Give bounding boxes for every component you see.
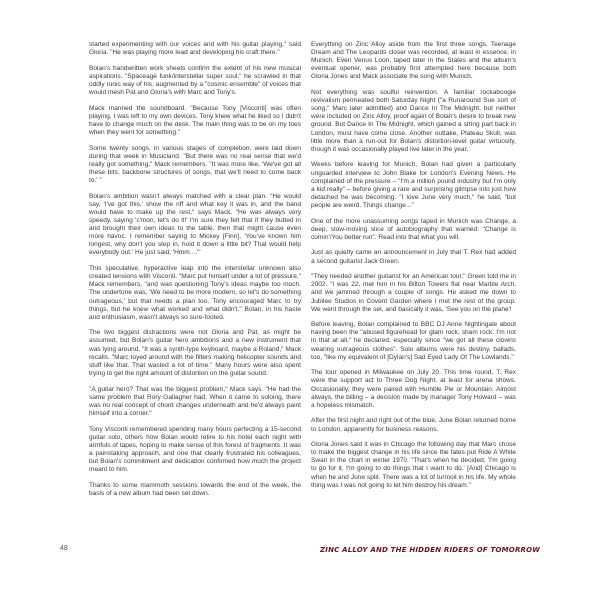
paragraph: Bolan's handwritten work sheets confirm the extent of his new musical aspirations. "Spaceage funk/interstellar super soul," he scrawled in that oddly runic way of his, augmented by a "cosmic ensemble" of voices that would mesh Pat and Gloria's with Marc and Tony's. bbox=[89, 64, 301, 97]
paragraph: One of the more unassuming songs taped in Munich was Change, a deep, slow-moving slice of autobiography that warned: "Change is comin'/You better run". Read into that what you will. bbox=[311, 217, 516, 241]
paragraph: Mack manned the soundboard. "Because Tony [Visconti] was often playing, I was left to my own devices. Tony knew what he liked so I didn't have to change much on the desk. The main thing was to be on my toes when they went for something." bbox=[89, 104, 301, 137]
page-number: 48 bbox=[60, 545, 68, 552]
paragraph: Bolan's ambition wasn't always matched with a clear plan. "He would say, 'I've got this,' show the riff and what key it was in, and the band would have to make up the rest," says Mack. "He was always very speedy, saying 'c'mon, let's do it!' I'm sure they felt that if they butted in and brought their own ideas to the table, then that might cause even more havoc. I remember saying to Mickey [Finn], 'You've known him longest, why don't you step in, hold it down a little bit? That would help everybody out.' He just said, 'Hmm....'" bbox=[89, 192, 301, 257]
paragraph: Gloria Jones said it was in Chicago the following day that Marc chose to make the biggest change in his life since the fates put Ride A White Swan in the chart in winter 1970. "That's when he decided, 'I'm going to go for it, I'm going to do things that I want to do.' [And] Chicago is when he and June split. There was a lot of turmoil in his life. My whole thing was I was not going to let him destroy his dream." bbox=[311, 441, 516, 489]
paragraph: Weeks before leaving for Munich, Bolan had given a particularly unguarded interview to John Blake for London's Evening News. He complained of the pressure – "I'm a million pound industry but I'm only a kid really" – before giving a rare and surprising glimpse into just how detached he was becoming. "I love June very much," he said, "but people are weird. Things change..." bbox=[311, 161, 516, 209]
paragraph: The tour opened in Milwaukee on July 20. This time round, T. Rex were the support act to Three Dog Night, at least for arena shows. Occasionally, they were paired with Humble Pie or Mountain. Almost always, the billing – a decision made by manager Tony Howard – was a hopeless mismatch. bbox=[311, 369, 516, 409]
right-text-column bbox=[311, 41, 516, 497]
paragraph: Some twenty songs, in various stages of completion, were laid down during that week in Musicland. "But there was no real sense that we'd really got something," Mack remembers. "It was more like, 'We've got all these bits, backbone structures of songs, that we'll need to come back to.' " bbox=[89, 144, 301, 185]
paragraph: "A guitar hero? That was the biggest problem," Mack says. "He had the same problem that Rory Gallagher had. When it came to soloing, there was no real concept of chord changes underneath and he'd always paint himself into a corner." bbox=[89, 385, 301, 417]
paragraph: This speculative, hyperactive leap into the interstellar unknown also created tensions with Visconti. "Marc put himself under a lot of pressure," Mack remembers, "and was questioning Tony's ideas maybe too much. The undertone was, 'We need to be more modern, so let's do something outrageous,' but that needs a plan too. Tony encouraged Marc to try things, but he knew what worked and what didn't." Bolan, in his haste and enthusiasm, wasn't always so sure-footed. bbox=[89, 265, 301, 321]
paragraph: Everything on Zinc Alloy aside from the first three songs, Teenage Dream and The Leopards closer was recorded, at least in essence, in Munich. Even Venus Loon, taped later in the States and the album's eventual opener, was probably first attempted here because both Gloria Jones and Mack associate the song with Munich. bbox=[311, 41, 516, 81]
left-text-column bbox=[89, 41, 301, 505]
running-title: ZINC ALLOY AND THE HIDDEN RIDERS OF TOMORROW bbox=[320, 546, 541, 554]
paragraph: The two biggest distractions were not Gloria and Pat, as might be assumed, but Bolan's guitar hero ambitions and a new instrument that was lying around. "It was a synth-type keyboard, maybe a Roland," Mack recalls. "Marc toyed around with the filters making helicopter sounds and stuff like that. That wasted a lot of time." Many hours were also spent trying to get the right amount of distortion on the guitar sound. bbox=[89, 329, 301, 377]
paragraph: Tony Visconti remembered spending many hours perfecting a 15-second guitar solo, others how Bolan would retire to his hotel each night with armfuls of tapes, hoping to make sense of this forest of fragments. It was a painstaking approach, and one that clearly frustrated his colleagues, but Bolan's commitment and dedication confirmed how much the project meant to him. bbox=[89, 425, 301, 473]
paragraph: After the first night and right out of the blue, June Bolan returned home to London, apparently for business reasons. bbox=[311, 417, 516, 433]
paragraph: "They needed another guitarist for an American tour," Green told me in 2002. "I was 22, met him in his Bilton Towers flat near Marble Arch, and we jammed through a couple of songs. He asked me down to Jubilee Studios in Covent Garden where I met the rest of the group. We went through the set, and basically it was, 'See you on the plane'! bbox=[311, 273, 516, 313]
paragraph: Not everything was soulful reinvention. A familiar rockaboogie revivalism permeated both Saturday Night ("a Runaround Sue sort of song," Marc later admitted) and Dance In The Midnight, but neither were included on Zinc Alloy, proof again of Bolan's desire to break new ground. But Dance In The Midnight, which gained a string part back in London, must have come close. Another outtake, Plateau Skull, was little more than a run-out for Bolan's distortion-level guitar virtuosity, though it was occasionally played live later in the year. bbox=[311, 89, 516, 153]
paragraph: Thanks to some mammoth sessions towards the end of the week, the basis of a new album had been set down. bbox=[89, 481, 301, 497]
paragraph: started experimenting with our voices and with his guitar playing," said Gloria. "He was playing more lead and developing his craft there." bbox=[89, 41, 301, 57]
paragraph: Just as quietly came an announcement in July that T. Rex had added a second guitarist Jack Green. bbox=[311, 249, 516, 265]
paragraph: Before leaving, Bolan complained to BBC DJ Anne Nightingale about having been the "abused figurehead for glam rock, sham rock. I'm not in that at all," he declared, especially since "we got all these clowns wearing outrageous clothes". Solo albums were his destiny, ballads, too, "like my equivalent of [Dylan's] Sad Eyed Lady Of The Lowlands." bbox=[311, 321, 516, 361]
